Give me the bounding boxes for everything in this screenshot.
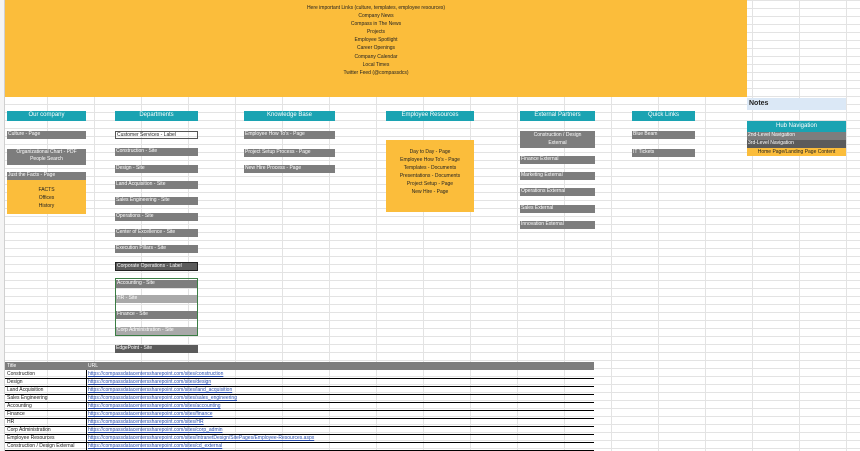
site-title: Finance bbox=[7, 411, 25, 417]
banner-line: Projects bbox=[366, 29, 386, 36]
site-url-link[interactable]: https://compassdatacenterssharepoint.com/sites/design bbox=[88, 379, 212, 385]
header-departments: Departments bbox=[115, 111, 198, 121]
ext-marketing-link[interactable]: Marketing External bbox=[520, 172, 595, 180]
site-title: Corp Administration bbox=[7, 427, 51, 433]
dept-design-link[interactable]: Design - Site bbox=[115, 165, 198, 173]
site-url-link[interactable]: https://compassdatacenterssharepoint.com/sites/land_acquisition bbox=[88, 387, 233, 393]
site-title: Sales Engineering bbox=[7, 395, 48, 401]
kb-project-setup-link[interactable]: Project Setup Process - Page bbox=[244, 149, 335, 157]
er-item-link[interactable]: New Hire - Page bbox=[411, 189, 449, 195]
hub-2nd-level-legend: 2nd-Level Navigation bbox=[747, 132, 846, 140]
site-url-link[interactable]: https://compassdatacenterssharepoint.com/sites/construction bbox=[88, 371, 224, 377]
er-item-link[interactable]: Templates - Documents bbox=[403, 165, 457, 171]
facts-item: Offices bbox=[38, 195, 55, 201]
banner-line: Compass in The News bbox=[350, 21, 402, 28]
site-url-link[interactable]: https://compassdatacenterssharepoint.com/sites/HR bbox=[88, 419, 204, 425]
dept-finance-link[interactable]: Finance - Site bbox=[116, 311, 197, 319]
ext-innovation-link[interactable]: Innovation External bbox=[520, 221, 595, 229]
header-our-company: Our company bbox=[7, 111, 86, 121]
dept-corp-admin-link[interactable]: Corp Administration - Site bbox=[116, 327, 197, 335]
banner-line: Company Calendar bbox=[354, 53, 398, 60]
just-the-facts-link[interactable]: Just the Facts - Page bbox=[7, 172, 86, 180]
banner-line: Company News bbox=[358, 13, 394, 20]
org-chart-label: Organizational Chart - PDF bbox=[16, 149, 77, 155]
employee-resources-box bbox=[386, 140, 474, 212]
kb-howtos-link[interactable]: Employee How To's - Page bbox=[244, 131, 335, 139]
banner-line: Employee Spotlight bbox=[354, 37, 398, 44]
important-links-banner bbox=[5, 0, 747, 97]
dept-center-of-excellence-link[interactable]: Center of Excellence - Site bbox=[115, 229, 198, 237]
customer-services-label: Customer Services - Label bbox=[115, 131, 198, 139]
header-external-partners: External Partners bbox=[520, 111, 595, 121]
facts-item: FACTS bbox=[38, 187, 55, 193]
site-url-link[interactable]: https://compassdatacenterssharepoint.com/sites/finance bbox=[88, 411, 213, 417]
kb-new-hire-link[interactable]: New Hire Process - Page bbox=[244, 165, 335, 173]
dept-edgepoint-link[interactable]: EdgePoint - Site bbox=[115, 345, 198, 353]
site-title: Design bbox=[7, 379, 23, 385]
site-title: Construction / Design External bbox=[7, 443, 75, 449]
er-item-link[interactable]: Employee How To's - Page bbox=[400, 157, 460, 163]
quick-blue-beam-link[interactable]: Blue Beam bbox=[632, 131, 695, 139]
banner-line: Local Times bbox=[362, 61, 390, 68]
dept-accounting-link[interactable]: Accounting - Site bbox=[116, 280, 197, 288]
banner-line: Career Openings bbox=[356, 45, 396, 52]
site-url-link[interactable]: https://compassdatacenterssharepoint.com/sites/cd_external bbox=[88, 443, 223, 449]
site-table-title-header: Title bbox=[7, 363, 17, 369]
site-title: Accounting bbox=[7, 403, 32, 409]
people-search-label: People Search bbox=[30, 156, 63, 162]
ext-finance-link[interactable]: Finance External bbox=[520, 156, 595, 164]
banner-line: Here important Links (culture, templates, employee resources) bbox=[306, 5, 446, 11]
table-row bbox=[5, 442, 594, 451]
header-knowledge-base: Knowledge Base bbox=[244, 111, 335, 121]
dept-sales-engineering-link[interactable]: Sales Engineering - Site bbox=[115, 197, 198, 205]
culture-page-link[interactable]: Culture - Page bbox=[7, 131, 86, 139]
dept-construction-link[interactable]: Construction - Site bbox=[115, 148, 198, 156]
corporate-operations-group bbox=[115, 278, 198, 336]
site-url-link[interactable]: https://compassdatacenterssharepoint.com/sites/sales_engineering bbox=[88, 395, 237, 401]
corporate-operations-label: Corporate Operations - Label bbox=[115, 262, 198, 271]
ext-construction-design-link[interactable] bbox=[520, 131, 595, 148]
site-url-link[interactable]: https://compassdatacenterssharepoint.com/sites/accounting bbox=[88, 403, 221, 409]
site-url-link[interactable]: https://compassdatacenterssharepoint.com/sites/corp_admin bbox=[88, 427, 223, 433]
org-chart-link[interactable] bbox=[7, 149, 86, 165]
site-table-header bbox=[5, 362, 594, 370]
er-item-link[interactable]: Project Setup - Page bbox=[406, 181, 454, 187]
hub-home-legend: Home Page/Landing Page Content bbox=[747, 148, 846, 156]
notes-header: Notes bbox=[747, 98, 846, 110]
header-quick-links: Quick Links bbox=[632, 111, 695, 121]
ext-operations-link[interactable]: Operations External bbox=[520, 188, 595, 196]
dept-hr-link[interactable]: HR - Site bbox=[116, 295, 197, 303]
quick-it-tickets-link[interactable]: IT Tickets bbox=[632, 149, 695, 157]
site-title: Land Acquisition bbox=[7, 387, 44, 393]
er-item-link[interactable]: Day to Day - Page bbox=[409, 149, 451, 155]
facts-item: History bbox=[38, 203, 55, 209]
ext-construction-design-label: Construction / Design External bbox=[533, 132, 582, 146]
er-item-link[interactable]: Presentations - Documents bbox=[399, 173, 461, 179]
facts-box bbox=[7, 180, 86, 214]
site-title: Employee Resources bbox=[7, 435, 55, 441]
banner-line: Twitter Feed (@compassdcs) bbox=[343, 69, 409, 76]
site-title: HR bbox=[7, 419, 15, 425]
hub-navigation-title: Hub Navigation bbox=[747, 121, 846, 132]
hub-3rd-level-legend: 3rd-Level Navigation bbox=[747, 140, 846, 148]
site-table-url-header: URL bbox=[88, 363, 99, 369]
dept-land-acquisition-link[interactable]: Land Acquisition - Site bbox=[115, 181, 198, 189]
header-employee-resources: Employee Resources bbox=[386, 111, 474, 121]
site-title: Construction bbox=[7, 371, 36, 377]
dept-operations-link[interactable]: Operations - Site bbox=[115, 213, 198, 221]
site-url-link[interactable]: https://compassdatacenterssharepoint.com/sites/IntranetDesign/SitePages/Employee-Resources.aspx bbox=[88, 435, 315, 441]
ext-sales-link[interactable]: Sales External bbox=[520, 205, 595, 213]
dept-execution-pillars-link[interactable]: Execution Pillars - Site bbox=[115, 245, 198, 253]
